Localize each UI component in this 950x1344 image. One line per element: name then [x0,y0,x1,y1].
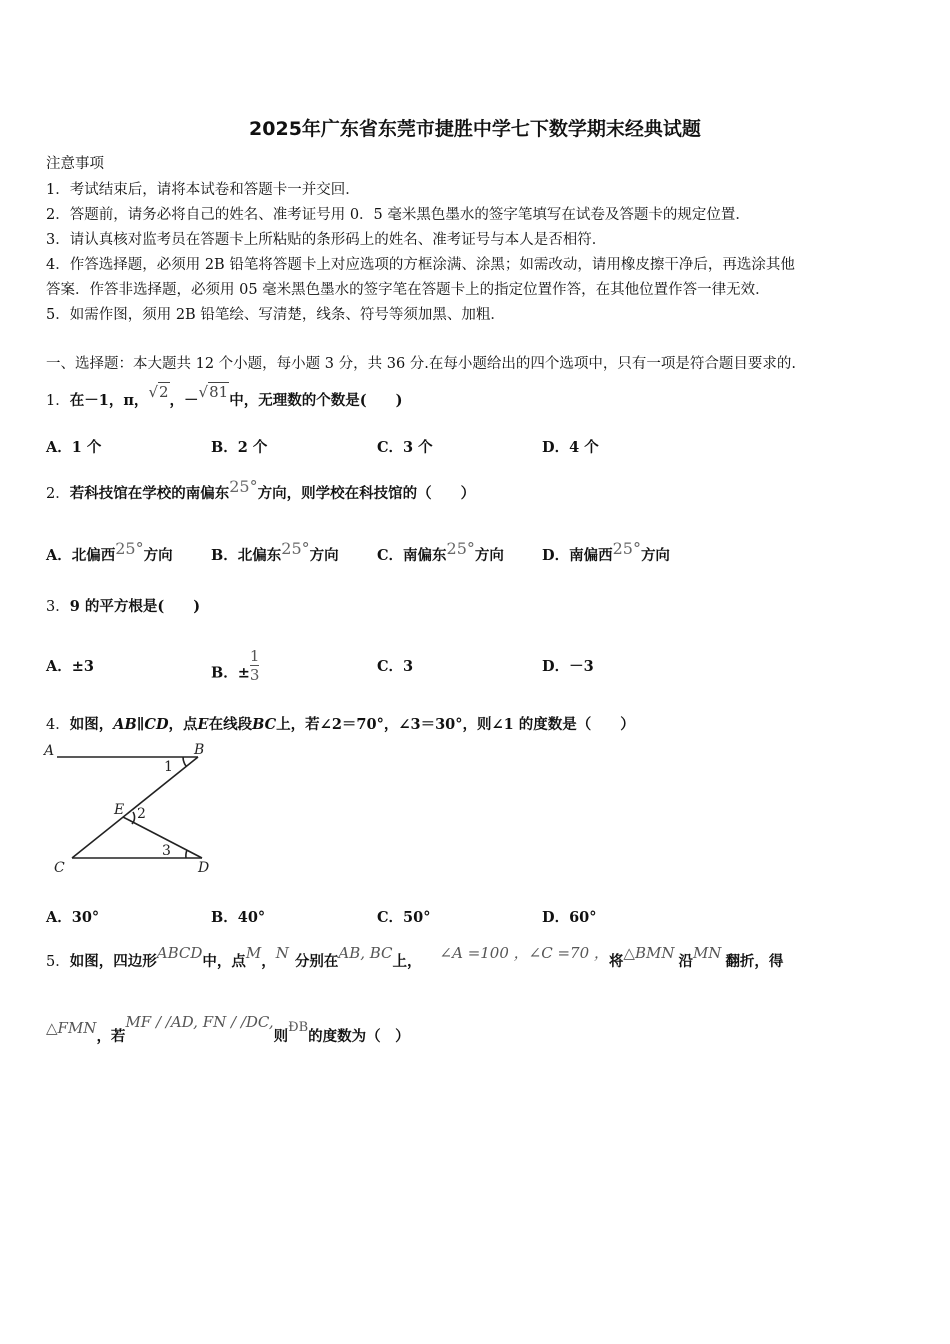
line-bc [72,757,198,858]
question-number: 5． [46,954,70,970]
question-number: 2． [46,486,70,502]
question-5: 5．如图，四边形ABCD中，点M，N 分别在AB, BC上， ∠A =100 ，∠C =70 ，将△BMN 沿MN 翻折，得 [46,944,784,970]
fraction-one-third: $\frac{1}{3}$ [249,647,260,684]
q4-option-b[interactable]: B．40° [211,909,266,926]
label-angle-2: 2 [137,806,146,822]
notice-item-5: 5．如需作图，须用 2B 铅笔绘、写清楚，线条、符号等须加黑、加粗． [46,307,505,323]
label-c: C [54,860,65,876]
question-number: 4． [46,717,70,733]
question-2: 2．若科技馆在学校的南偏东25°方向，则学校在科技馆的（ ） [46,477,476,502]
q2-option-d[interactable]: D．南偏西25°方向 [542,539,670,564]
notice-item-4: 4．作答选择题，必须用 2B 铅笔将答题卡上对应选项的方框涂满、涂黑；如需改动，请用橡皮擦干净后，再选涂其他 [46,257,795,273]
q2-option-b[interactable]: B．北偏东25°方向 [211,539,339,564]
question-4: 4．如图，AB∥CD，点E在线段BC上，若∠2＝70°，∠3＝30°，则∠1 的度数是（ ） [46,716,635,733]
label-b: B [194,742,205,758]
q1-text-part: ，－ [169,392,199,409]
q3-option-b[interactable]: B．± $\frac{1}{3}$ [211,647,260,684]
label-d: D [198,860,210,876]
label-angle-1: 1 [164,759,173,775]
label-angle-3: 3 [162,843,171,859]
q3-option-a[interactable]: A．±3 [46,658,94,675]
label-e: E [114,802,125,818]
q3-option-d[interactable]: D．－3 [542,658,594,675]
question-3: 3．9 的平方根是( ) [46,598,201,615]
sqrt-81: √81 [198,383,229,401]
section-heading: 一、选择题：本大题共 12 个小题，每小题 3 分，共 36 分.在每小题给出的四个选项中，只有一项是符合题目要求的. [46,356,796,372]
question-number: 3． [46,599,70,615]
label-a: A [44,743,55,759]
q1-option-b[interactable]: B．2 个 [211,439,268,456]
page-title: 2025年广东省东莞市捷胜中学七下数学期末经典试题 [249,118,701,140]
notice-item-4-cont: 答案．作答非选择题，必须用 05 毫米黑色墨水的签字笔在答题卡上的指定位置作答，在其他位置作答一律无效． [46,282,770,298]
question-5-cont: △FMN，若MF / /AD, FN / /DC,则ÐB的度数为（ ） [46,1013,410,1045]
geometry-figure [40,738,230,883]
q1-option-a[interactable]: A．1 个 [46,439,102,456]
angle-arc-3 [186,850,187,858]
q4-option-a[interactable]: A．30° [46,909,100,926]
q2-option-c[interactable]: C．南偏东25°方向 [377,539,504,564]
question-number: 1． [46,393,70,409]
q3-option-c[interactable]: C．3 [377,658,414,675]
q1-text-part: 在－1，π， [69,392,149,409]
q2-option-a[interactable]: A．北偏西25°方向 [46,539,173,564]
question-1 [46,383,403,410]
notice-heading: 注意事项 [46,156,104,172]
notice-item-1: 1．考试结束后，请将本试卷和答题卡一并交回． [46,182,360,198]
q1-option-d[interactable]: D．4 个 [542,439,599,456]
q4-option-c[interactable]: C．50° [377,909,431,926]
angle-arc-1 [183,757,186,766]
q1-option-c[interactable]: C．3 个 [377,439,433,456]
q1-text-part: 中，无理数的个数是( ) [229,392,403,409]
sqrt-2: √2 [148,383,169,401]
q4-option-d[interactable]: D．60° [542,909,597,926]
notice-item-3: 3．请认真核对监考员在答题卡上所粘贴的条形码上的姓名、准考证号与本人是否相符． [46,232,607,248]
notice-item-2: 2．答题前，请务必将自己的姓名、准考证号用 0．5 毫米黑色墨水的签字笔填写在试卷及答题卡的规定位置． [46,207,750,223]
degree-25: 25° [229,477,258,496]
